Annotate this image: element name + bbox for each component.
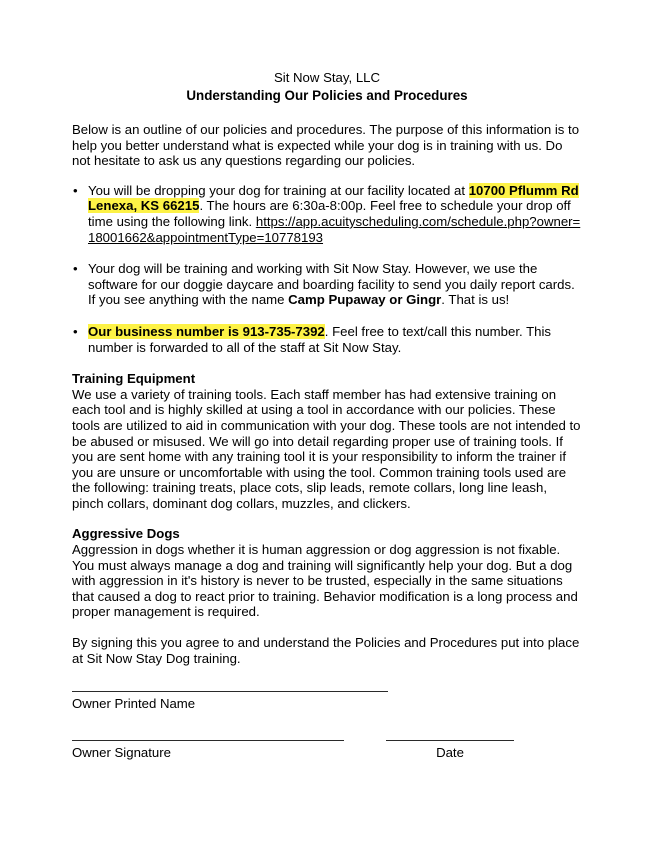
- software-brand-names: Camp Pupaway or Gingr: [288, 292, 442, 308]
- signature-field[interactable]: [72, 740, 344, 761]
- bullet-3-text-after: . Feel free to text/call this number. This number is forwarded to all of the staff at Sit Now Stay.: [88, 323, 552, 355]
- bullet-marker-icon: •: [73, 261, 78, 277]
- date-label: Date: [436, 744, 464, 760]
- bullet-1-text-after: . The hours are 6:30a-8:00p. Feel free to schedule your drop off time using the following link.: [88, 198, 571, 229]
- bullet-1-text-before: You will be dropping your dog for training at our facility located at: [88, 182, 469, 198]
- document-content: [72, 70, 582, 760]
- date-line[interactable]: [386, 740, 514, 741]
- highlighted-phone-number: Our business number is 913-735-7392: [88, 323, 325, 339]
- signature-area: [72, 691, 582, 760]
- section-heading-training-equipment: Training Equipment: [72, 371, 196, 387]
- signature-date-row: [72, 740, 582, 761]
- section-aggressive-dogs: [72, 526, 582, 620]
- signature-label: Owner Signature: [72, 744, 171, 760]
- document-header: [72, 70, 582, 104]
- date-field[interactable]: [386, 740, 514, 761]
- section-body-training-equipment: We use a variety of training tools. Each staff member has had extensive training on each tool and is highly skilled at using a tool in accordance with our policies. These tools are utilized to aid in communication with your dog. These tools are not intended to be abused or misused. We will go into detail regarding proper use of training tools. If you are sent home with any training tool it is your responsibility to inform the trainer if you are unsure or uncomfortable with using the tool. Common training tools used are the following: training treats, place cots, slip leads, remote collars, long line leash, pinch collars, dominant dog collars, muzzles, and clickers.: [72, 386, 581, 511]
- company-name: Sit Now Stay, LLC: [273, 70, 381, 85]
- bullet-2-text-after: . That is us!: [441, 292, 510, 308]
- section-body-aggressive-dogs: Aggression in dogs whether it is human aggression or dog aggression is not fixable. You must always manage a dog and training will significantly help your dog. But a dog with aggression in it's history is never to be trusted, especially in the same situations that caused a dog to react prior to training. Behavior modification is a long process and proper management is required.: [72, 542, 578, 620]
- list-item-business-number: [72, 324, 582, 355]
- bullet-2-text-before: Your dog will be training and working with Sit Now Stay. However, we use the software for our doggie daycare and boarding facility to send you daily report cards. If you see anything with the name: [88, 261, 575, 308]
- section-training-equipment: [72, 371, 582, 511]
- intro-paragraph: Below is an outline of our policies and procedures. The purpose of this information is to help you better understand what is expected while your dog is in training with us. Do not hesitate to ask us any questions regarding our policies.: [72, 122, 580, 169]
- printed-name-field[interactable]: [72, 691, 582, 712]
- printed-name-line[interactable]: [72, 691, 388, 692]
- highlighted-address: 10700 Pflumm Rd Lenexa, KS 66215: [88, 182, 579, 214]
- printed-name-label: Owner Printed Name: [72, 696, 196, 712]
- signature-line[interactable]: [72, 740, 344, 741]
- list-item-facility-location: [72, 183, 582, 245]
- closing-paragraph: By signing this you agree to and understand the Policies and Procedures put into place at Sit Now Stay Dog training.: [72, 635, 580, 666]
- scheduling-link[interactable]: https://app.acuityscheduling.com/schedule.php?owner=18001662&appointmentType=10778193: [88, 213, 581, 245]
- bullet-marker-icon: •: [73, 182, 78, 198]
- list-item-software-names: [72, 261, 582, 308]
- section-heading-aggressive-dogs: Aggressive Dogs: [72, 526, 180, 542]
- policy-bullet-list: [72, 183, 582, 355]
- page-title: Understanding Our Policies and Procedures: [186, 88, 468, 103]
- bullet-marker-icon: •: [73, 323, 78, 339]
